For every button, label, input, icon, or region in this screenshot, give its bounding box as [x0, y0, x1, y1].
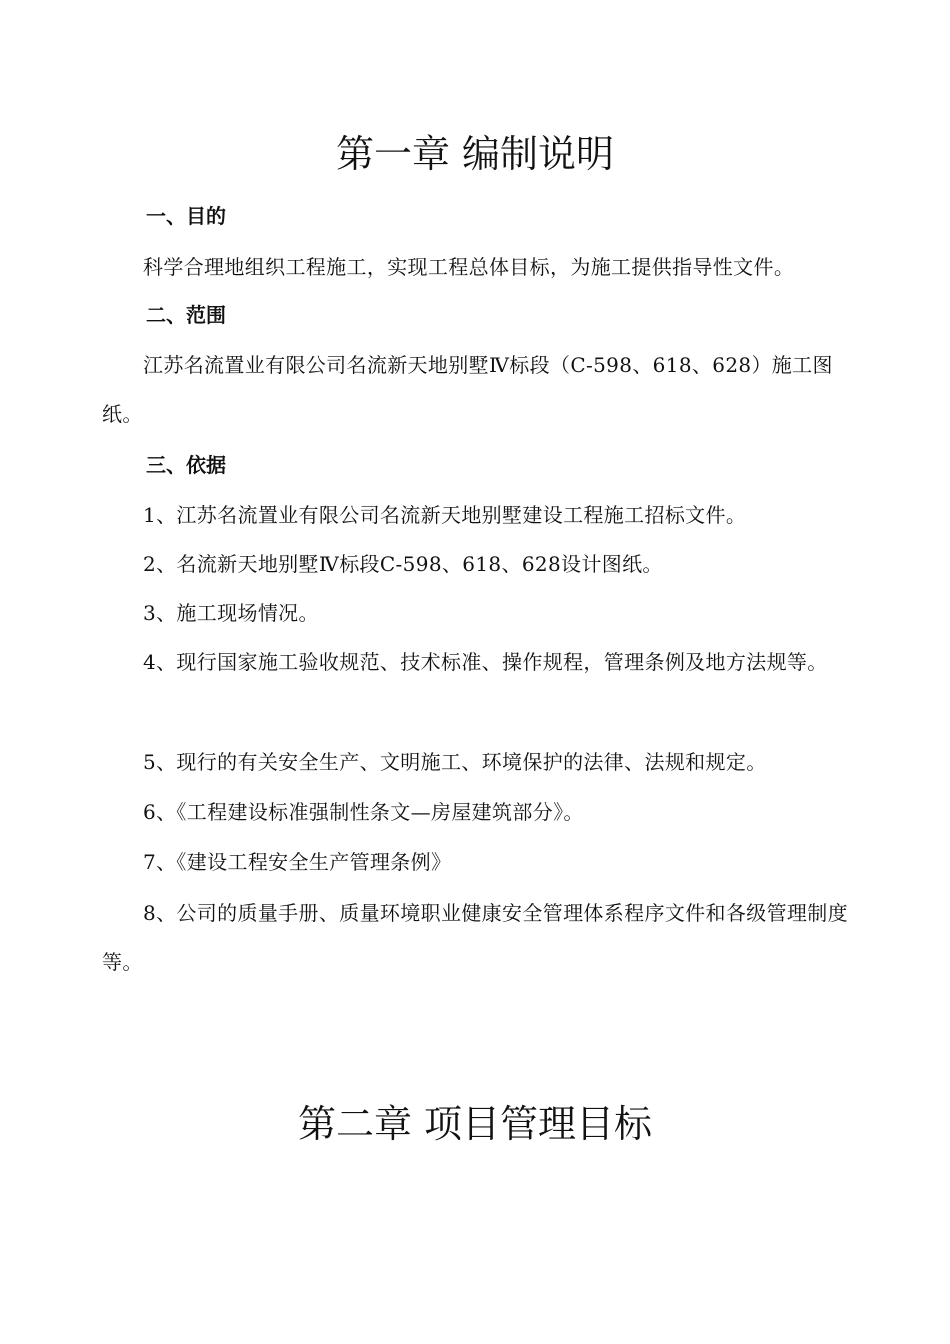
basis-item-3: 3、施工现场情况。 [143, 601, 319, 625]
scope-paragraph: 江苏名流置业有限公司名流新天地别墅Ⅳ标段（C-598、618、628）施工图纸。 [102, 353, 833, 426]
basis-item-4: 4、现行国家施工验收规范、技术标准、操作规程，管理条例及地方法规等。 [143, 650, 828, 674]
basis-item-8: 8、公司的质量手册、质量环境职业健康安全管理体系程序文件和各级管理制度等。 [102, 901, 848, 974]
section-heading-scope: 二、范围 [146, 303, 226, 327]
chapter-1-title: 第一章 编制说明 [335, 132, 615, 176]
purpose-paragraph: 科学合理地组织工程施工，实现工程总体目标，为施工提供指导性文件。 [143, 255, 795, 279]
chapter-2-title: 第二章 项目管理目标 [297, 1102, 653, 1146]
basis-item-5: 5、现行的有关安全生产、文明施工、环境保护的法律、法规和规定。 [143, 750, 767, 774]
section-heading-basis: 三、依据 [146, 453, 226, 477]
basis-item-2: 2、名流新天地别墅Ⅳ标段C-598、618、628设计图纸。 [143, 552, 663, 576]
basis-item-7: 7、《建设工程安全生产管理条例》 [143, 850, 452, 874]
section-heading-purpose: 一、目的 [146, 204, 226, 228]
basis-item-1: 1、江苏名流置业有限公司名流新天地别墅建设工程施工招标文件。 [143, 503, 747, 527]
basis-item-6: 6、《工程建设标准强制性条文—房屋建筑部分》。 [143, 800, 584, 824]
